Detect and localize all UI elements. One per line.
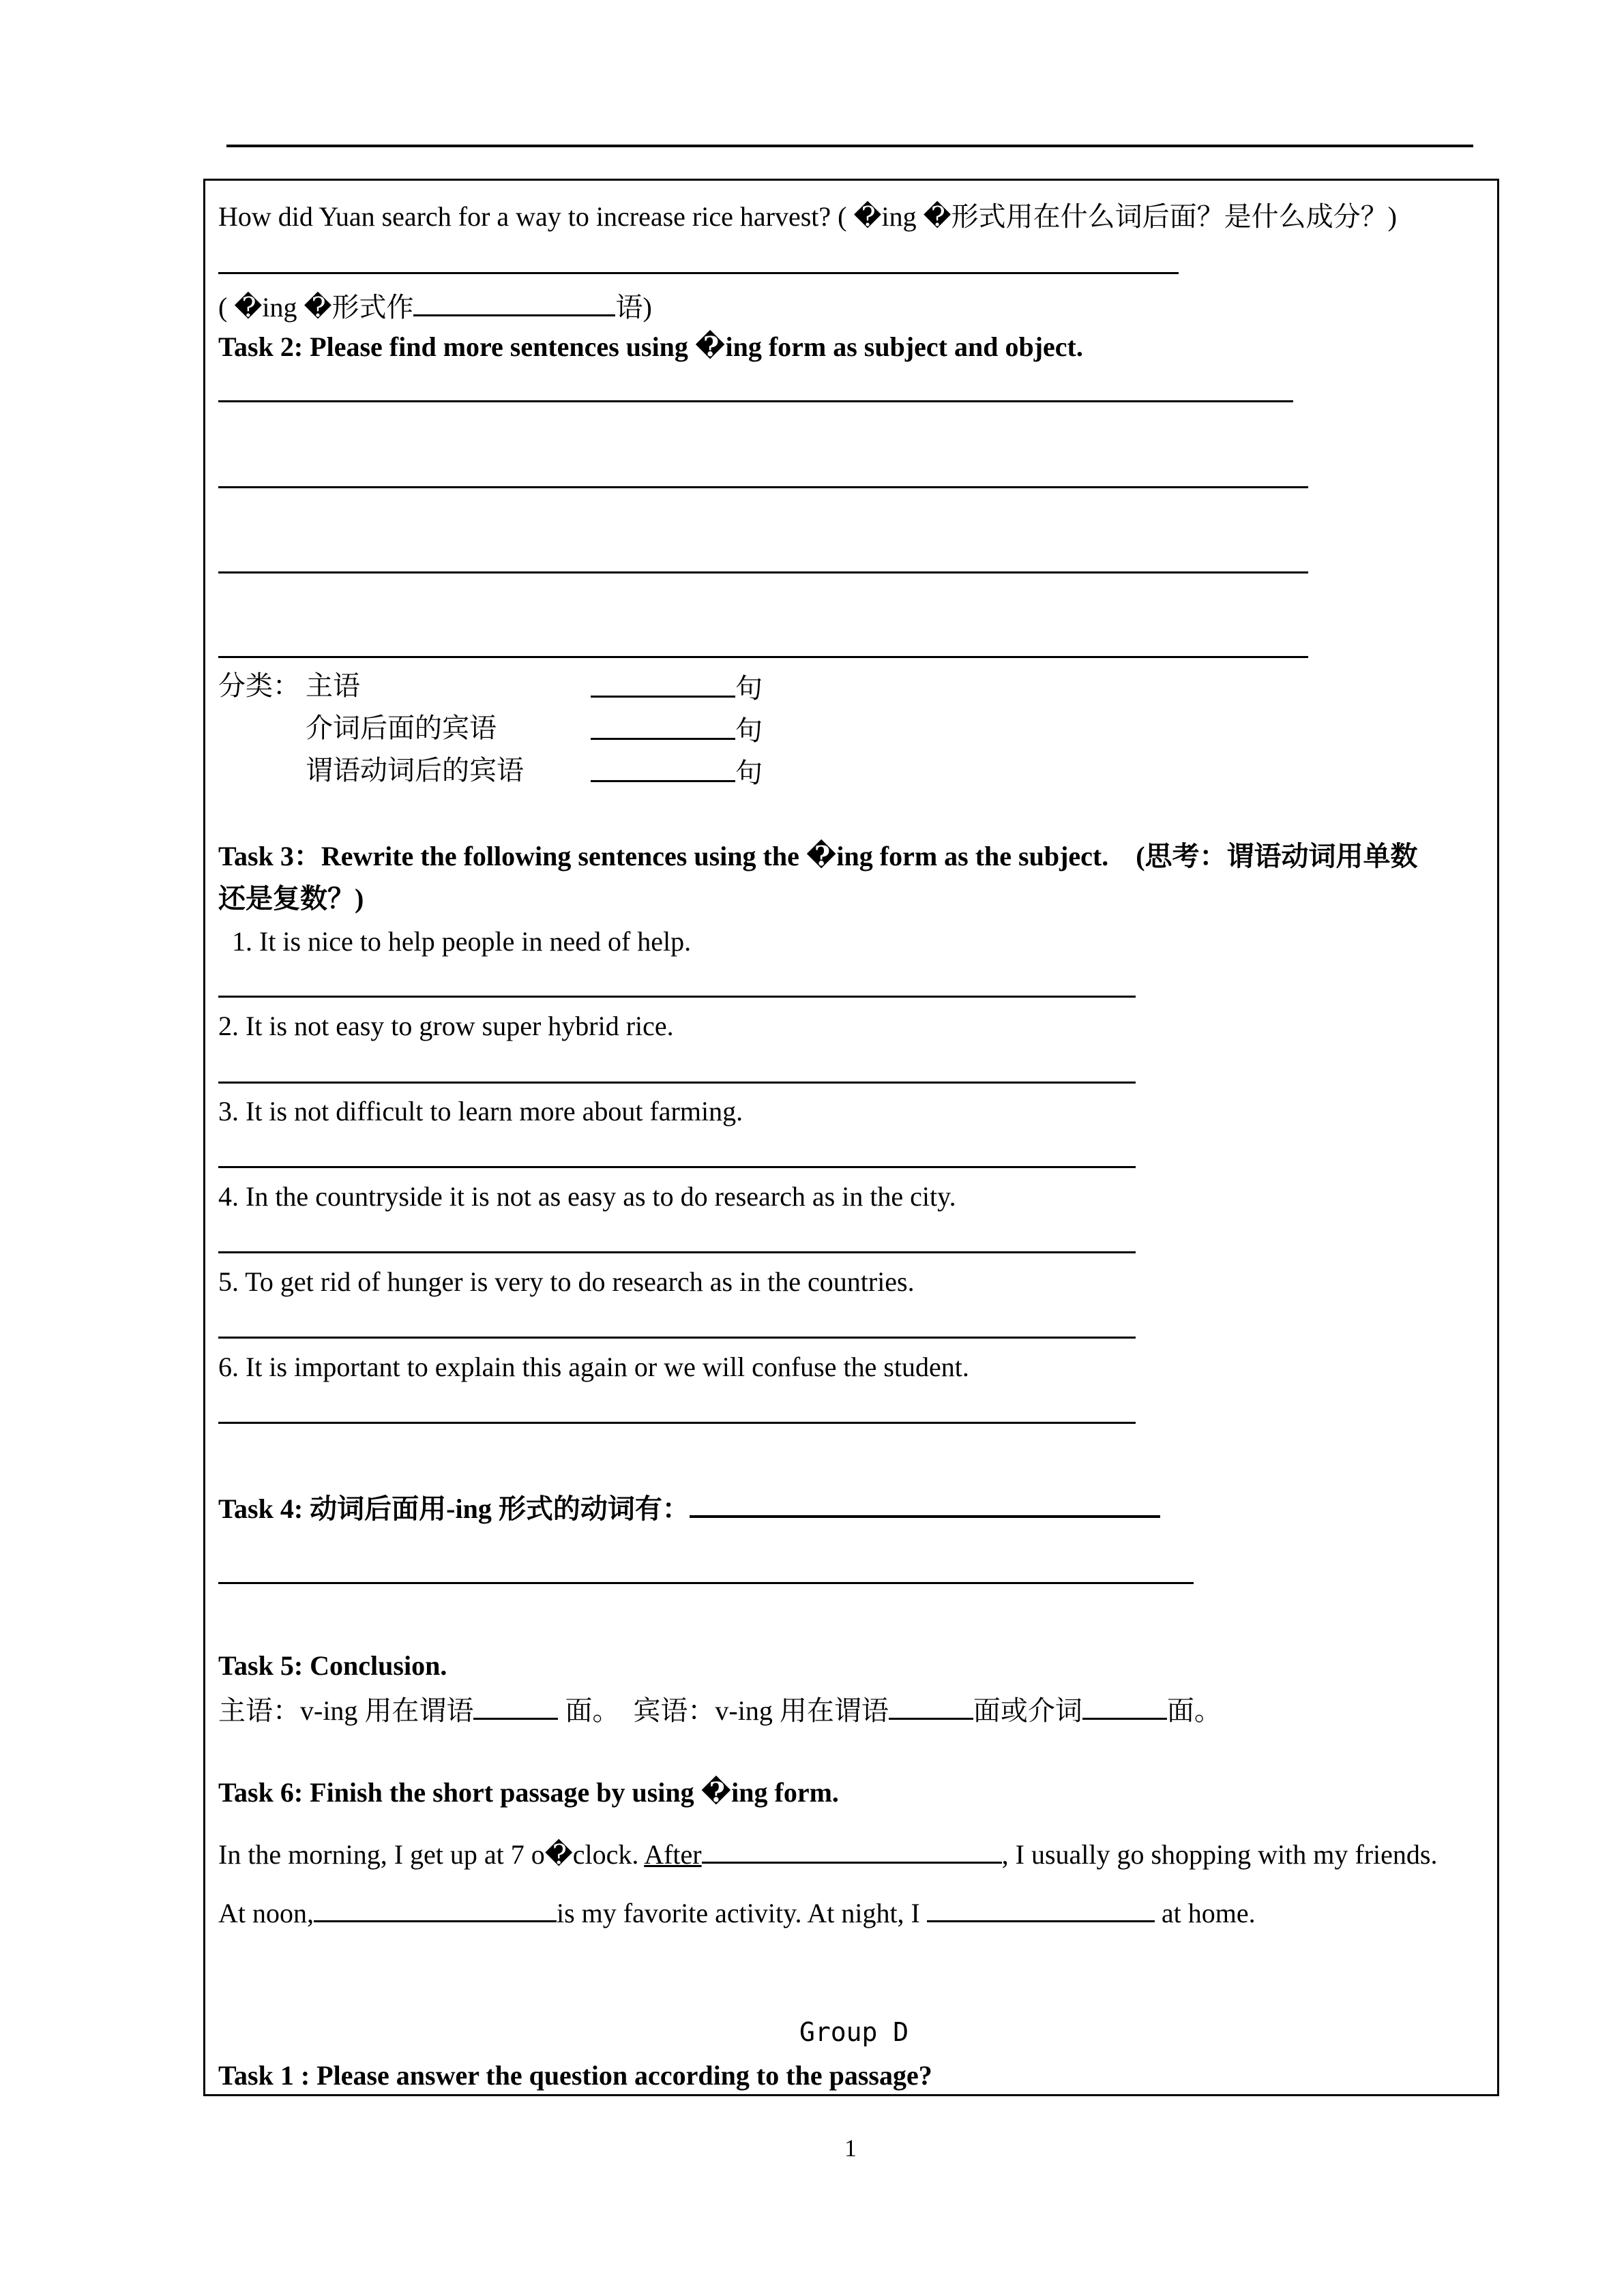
task6-line1-a: In the morning, I get up at 7 o�clock. (218, 1839, 645, 1870)
page-number: 1 (844, 2134, 857, 2162)
task6-line2 (218, 1894, 1256, 1930)
classify-subject-row (591, 670, 763, 705)
blank[interactable] (413, 288, 615, 316)
answer-line[interactable] (218, 486, 1308, 488)
question-text: How did Yuan search for a way to increase rice harvest? ( �ing �形式用在什么词后面？是什么成分？) (218, 201, 1397, 232)
blank[interactable] (473, 1692, 558, 1720)
blank[interactable] (314, 1894, 557, 1922)
answer-line[interactable] (218, 400, 1293, 402)
form-note-prefix: ( �ing �形式作 (218, 292, 414, 323)
answer-line[interactable] (218, 1422, 1136, 1424)
blank[interactable] (927, 1894, 1155, 1922)
classify-prep-object-suffix: 句 (735, 715, 763, 746)
task5-part1: 主语：v-ing 用在谓语 (218, 1695, 474, 1726)
task3-sentence: 2. It is not easy to grow super hybrid rice. (218, 1011, 674, 1041)
task2-title: Task 2: Please find more sentences using �ing form as subject and object. (218, 331, 1083, 362)
classify-verb-object-row (591, 754, 763, 790)
group-d-heading: Group D (799, 2017, 909, 2047)
blank[interactable] (591, 754, 735, 782)
task3-sentence: 3. It is not difficult to learn more about farming. (218, 1096, 743, 1127)
answer-line[interactable] (218, 1166, 1136, 1168)
form-note (218, 288, 652, 324)
task5-part2: 面。 宾语：v-ing 用在谓语 (558, 1695, 889, 1726)
answer-line[interactable] (218, 1337, 1136, 1339)
classify-label: 分类： (218, 670, 300, 701)
task5-title: Task 5: Conclusion. (218, 1650, 447, 1681)
task6-title: Task 6: Finish the short passage by using �ing form. (218, 1777, 839, 1808)
blank[interactable] (889, 1692, 973, 1720)
classify-subject-suffix: 句 (735, 673, 763, 704)
classify-subject-label: 主语 (306, 670, 360, 701)
task3-title: Task 3：Rewrite the following sentences using the �ing form as the subject. (思考：谓语动词用单数 (218, 841, 1418, 871)
answer-line[interactable] (218, 656, 1308, 658)
task6-line1-b: , I usually go shopping with my friends. (1001, 1839, 1438, 1870)
task5-part3: 面或介词 (973, 1695, 1082, 1726)
answer-line[interactable] (218, 1582, 1194, 1584)
blank[interactable] (591, 670, 735, 698)
task4-label: Task 4: 动词后面用-ing 形式的动词有： (218, 1493, 690, 1524)
answer-line[interactable] (218, 996, 1136, 998)
task3-sentence: 5. To get rid of hunger is very to do research as in the countries. (218, 1266, 915, 1297)
answer-line[interactable] (218, 1082, 1136, 1084)
form-note-suffix: 语) (615, 292, 652, 323)
task3-sentence: 6. It is important to explain this again or we will confuse the student. (218, 1352, 969, 1382)
task5-part4: 面。 (1166, 1695, 1222, 1726)
task6-line2-b: is my favorite activity. At night, I (557, 1898, 927, 1928)
header-rule (226, 145, 1473, 147)
answer-line[interactable] (218, 272, 1179, 274)
group-d-task1-title: Task 1 : Please answer the question according to the passage? (218, 2060, 932, 2091)
task6-line2-a: At noon, (218, 1898, 314, 1928)
task5-conclusion (218, 1692, 1222, 1727)
task6-line2-c: at home. (1154, 1898, 1256, 1928)
blank[interactable] (702, 1836, 1002, 1864)
classify-verb-object-label: 谓语动词后的宾语 (306, 755, 524, 786)
classify-prep-object-label: 介词后面的宾语 (306, 713, 497, 743)
answer-line[interactable] (218, 571, 1308, 573)
task3-sentence: 1. It is nice to help people in need of help. (232, 926, 692, 957)
blank[interactable] (1082, 1692, 1167, 1720)
blank[interactable] (690, 1489, 1160, 1518)
classify-prep-object-row (591, 712, 763, 747)
task6-line1 (218, 1836, 1437, 1871)
blank[interactable] (591, 712, 735, 740)
task3-sentence: 4. In the countryside it is not as easy as to do research as in the city. (218, 1181, 956, 1212)
task6-after: After (644, 1839, 702, 1870)
answer-line[interactable] (218, 1251, 1136, 1253)
task4-title (218, 1489, 1160, 1525)
classify-verb-object-suffix: 句 (735, 758, 763, 788)
task3-title-cont: 还是复数？) (218, 883, 364, 914)
